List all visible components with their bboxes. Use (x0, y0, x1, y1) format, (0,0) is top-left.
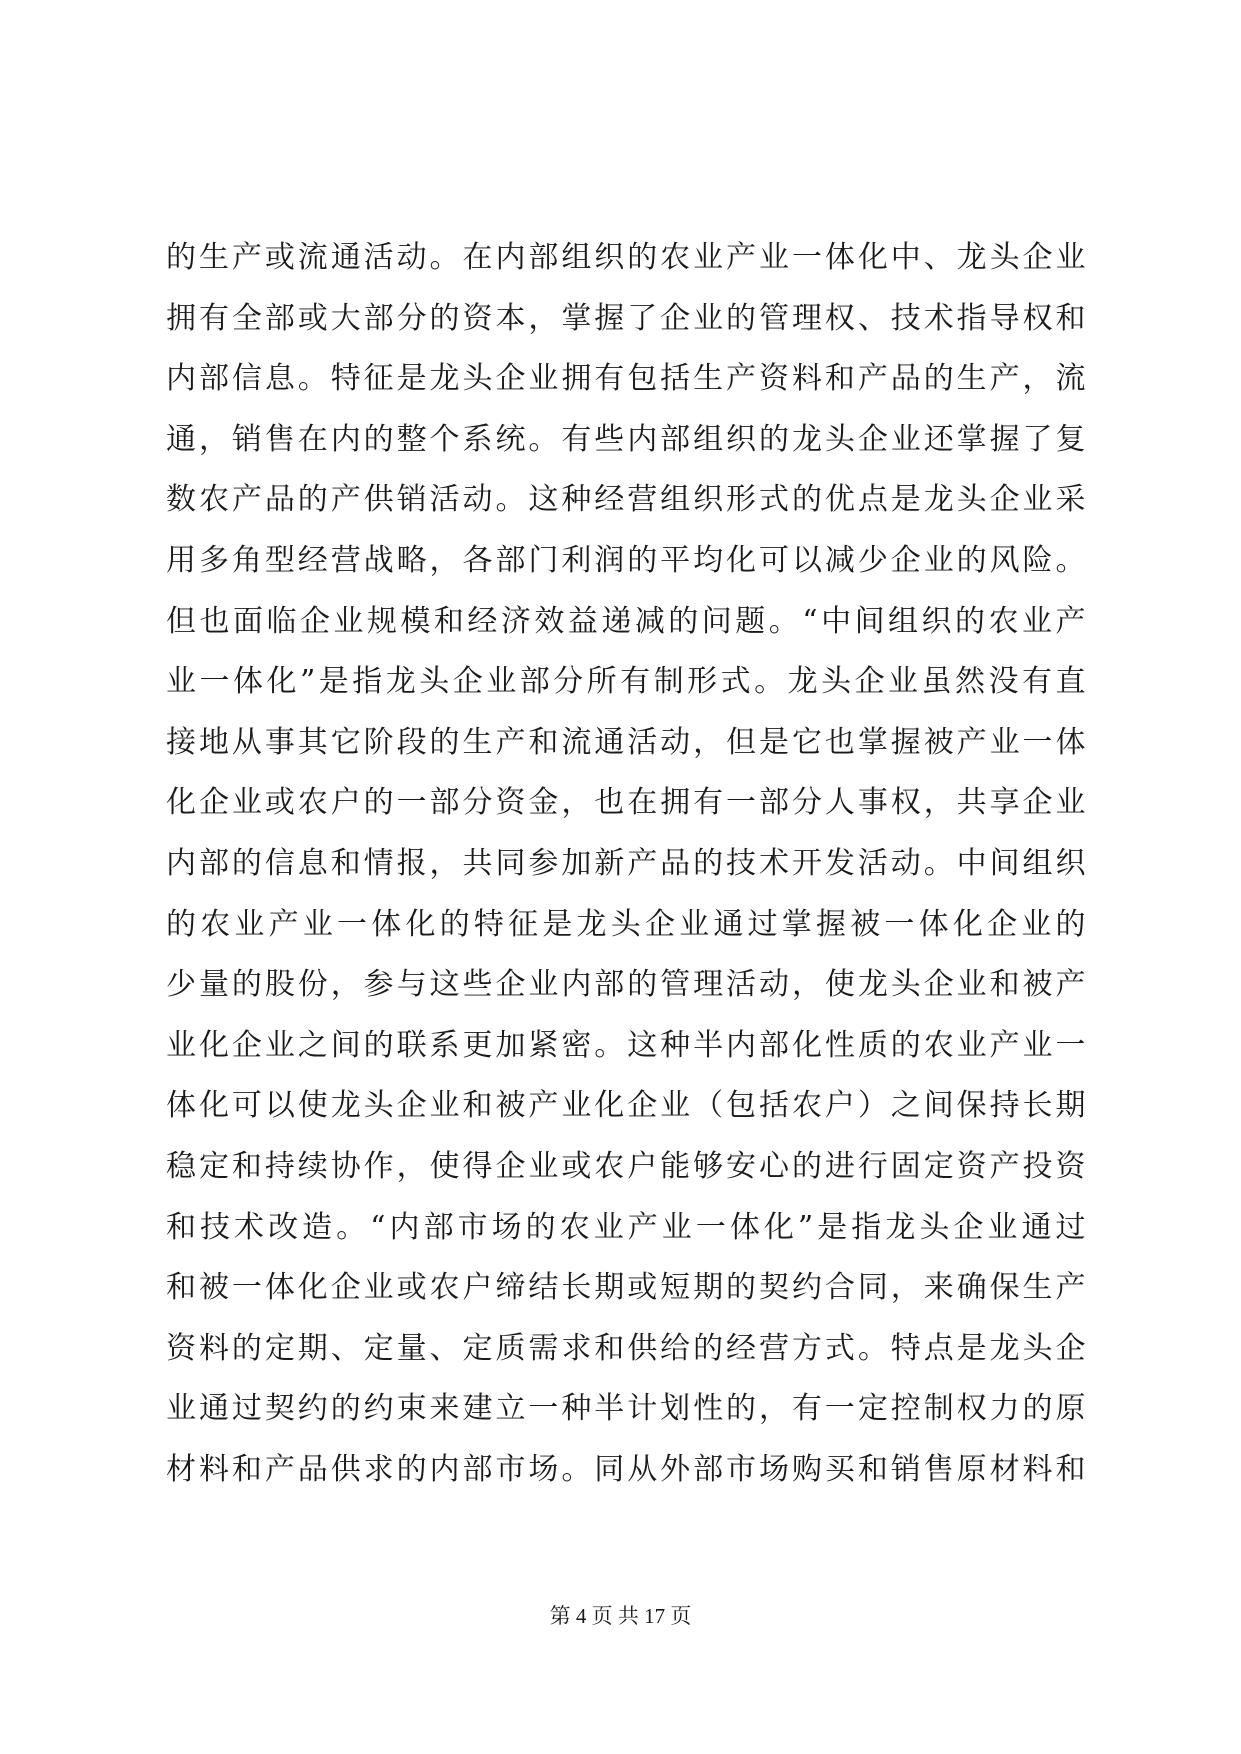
text-line: 拥有全部或大部分的资本，掌握了企业的管理权、技术指导权和 (166, 300, 1086, 336)
text-line: 业通过契约的约束来建立一种半计划性的，有一定控制权力的原 (166, 1391, 1086, 1427)
text-line: 材料和产品供求的内部市场。同从外部市场购买和销售原材料和 (166, 1451, 1086, 1487)
text-line: 但也面临企业规模和经济效益递减的问题。“中间组织的农业产 (166, 603, 1086, 639)
text-line: 业化企业之间的联系更加紧密。这种半内部化性质的农业产业一 (166, 1027, 1086, 1063)
text-line: 和技术改造。“内部市场的农业产业一体化”是指龙头企业通过 (166, 1209, 1086, 1245)
text-line: 资料的定期、定量、定质需求和供给的经营方式。特点是龙头企 (166, 1330, 1086, 1366)
page-footer: 第 4 页 共 17 页 (549, 1604, 692, 1628)
text-line: 少量的股份，参与这些企业内部的管理活动，使龙头企业和被产 (166, 967, 1086, 1003)
text-line: 业一体化”是指龙头企业部分所有制形式。龙头企业虽然没有直 (166, 664, 1086, 700)
text-line: 化企业或农户的一部分资金，也在拥有一部分人事权，共享企业 (166, 785, 1086, 821)
text-line: 内部信息。特征是龙头企业拥有包括生产资料和产品的生产，流 (166, 361, 1086, 397)
text-line: 稳定和持续协作，使得企业或农户能够安心的进行固定资产投资 (166, 1148, 1086, 1184)
text-line: 内部的信息和情报，共同参加新产品的技术开发活动。中间组织 (166, 845, 1086, 881)
text-line: 的生产或流通活动。在内部组织的农业产业一体化中、龙头企业 (166, 240, 1086, 275)
text-line: 的农业产业一体化的特征是龙头企业通过掌握被一体化企业的 (166, 906, 1086, 942)
text-line: 体化可以使龙头企业和被产业化企业（包括农户）之间保持长期 (166, 1088, 1086, 1124)
text-line: 通，销售在内的整个系统。有些内部组织的龙头企业还掌握了复 (166, 421, 1086, 457)
text-line: 和被一体化企业或农户缔结长期或短期的契约合同，来确保生产 (166, 1270, 1086, 1306)
body-text (166, 228, 1086, 1500)
text-line: 数农产品的产供销活动。这种经营组织形式的优点是龙头企业采 (166, 482, 1086, 518)
text-line: 接地从事其它阶段的生产和流通活动，但是它也掌握被产业一体 (166, 724, 1086, 760)
text-line: 用多角型经营战略，各部门利润的平均化可以减少企业的风险。 (166, 542, 1086, 578)
